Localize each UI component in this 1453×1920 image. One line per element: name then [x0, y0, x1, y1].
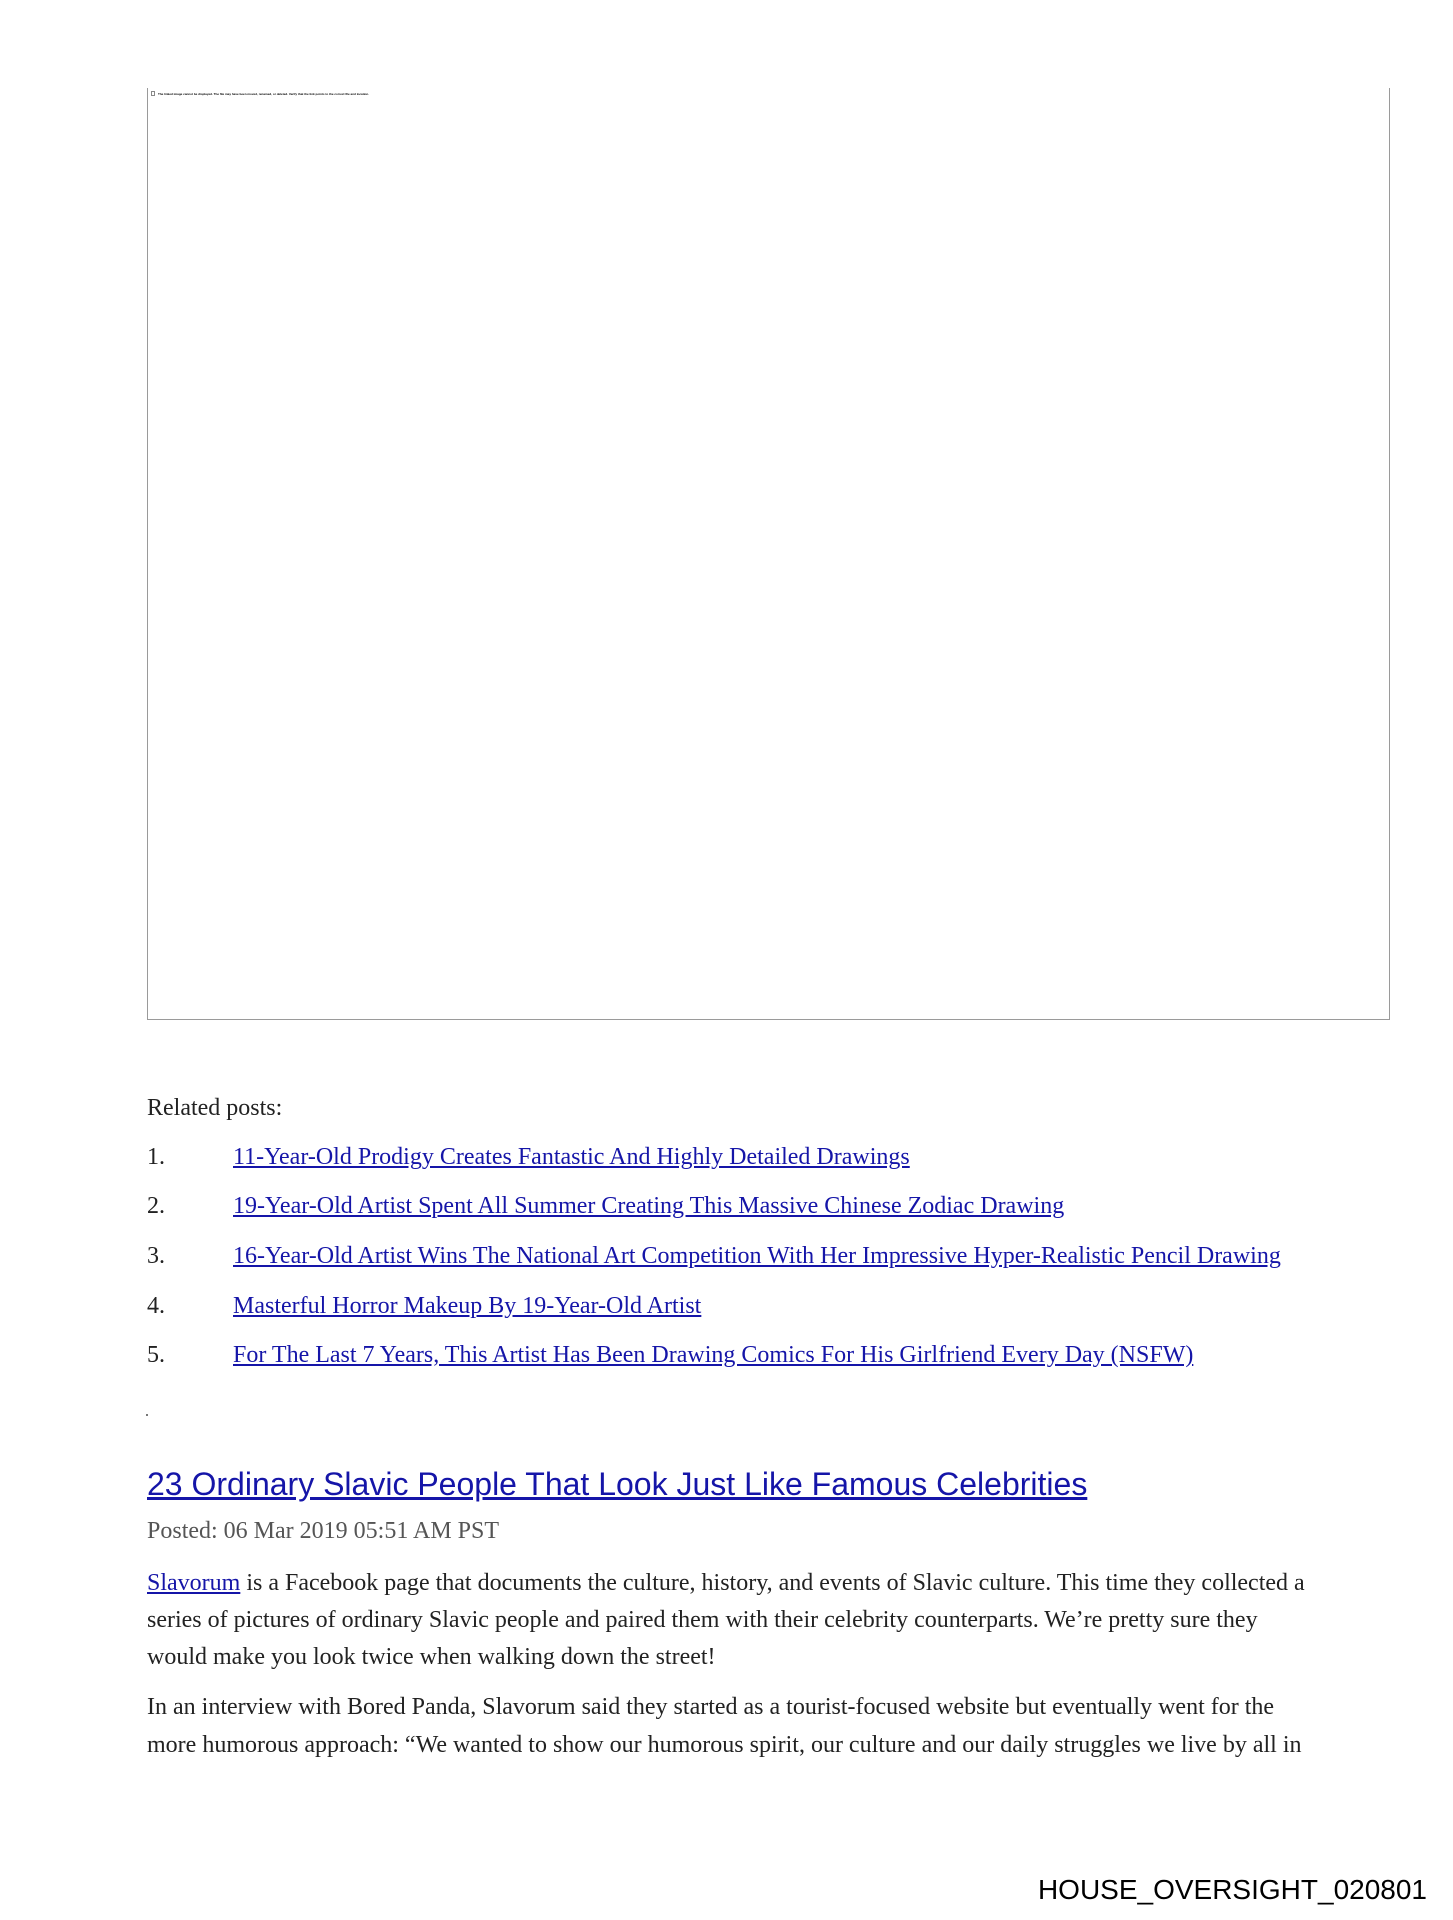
related-post-link[interactable]: For The Last 7 Years, This Artist Has Been Drawing Comics For His Girlfriend Every Day (NSFW)	[233, 1342, 1194, 1368]
posted-date: Posted: 06 Mar 2019 05:51 AM PST	[147, 1518, 500, 1544]
paragraph-line: more humorous approach: “We wanted to show our humorous spirit, our culture and our daily struggles we live by all in	[147, 1732, 1302, 1758]
broken-image-icon	[151, 91, 155, 96]
related-post-link[interactable]: Masterful Horror Makeup By 19-Year-Old Artist	[233, 1293, 702, 1319]
document-id: HOUSE_OVERSIGHT_020801	[1037, 1874, 1427, 1905]
image-frame	[147, 88, 1390, 1020]
broken-image-notice	[151, 91, 369, 96]
related-posts-label: Related posts:	[147, 1095, 283, 1121]
list-number: 3.	[147, 1243, 165, 1269]
paragraph-line: would make you look twice when walking down the street!	[147, 1644, 716, 1670]
paragraph-line: series of pictures of ordinary Slavic people and paired them with their celebrity counterparts. We’re pretty sure they	[147, 1607, 1258, 1633]
related-post-link[interactable]: 19-Year-Old Artist Spent All Summer Creating This Massive Chinese Zodiac Drawing	[233, 1193, 1065, 1219]
paragraph-line	[147, 1570, 1305, 1597]
paragraph-text: is a Facebook page that documents the culture, history, and events of Slavic culture. This time they collected a	[240, 1570, 1305, 1596]
slavorum-link[interactable]: Slavorum	[147, 1570, 241, 1596]
related-post-link[interactable]: 16-Year-Old Artist Wins The National Art Competition With Her Impressive Hyper-Realistic Pencil Drawing	[233, 1243, 1281, 1269]
stray-dot	[146, 1414, 148, 1416]
article-title-link[interactable]: 23 Ordinary Slavic People That Look Just Like Famous Celebrities	[147, 1466, 1088, 1502]
paragraph-line: In an interview with Bored Panda, Slavorum said they started as a tourist-focused website but eventually went for the	[147, 1694, 1275, 1720]
broken-image-text: The linked image cannot be displayed. The file may have been moved, renamed, or deleted. Verify that the link points to the correct file and location.	[158, 91, 370, 96]
list-number: 2.	[147, 1193, 165, 1219]
list-number: 1.	[147, 1144, 165, 1170]
related-post-link[interactable]: 11-Year-Old Prodigy Creates Fantastic And Highly Detailed Drawings	[233, 1144, 910, 1170]
list-number: 5.	[147, 1342, 165, 1368]
list-number: 4.	[147, 1293, 165, 1319]
